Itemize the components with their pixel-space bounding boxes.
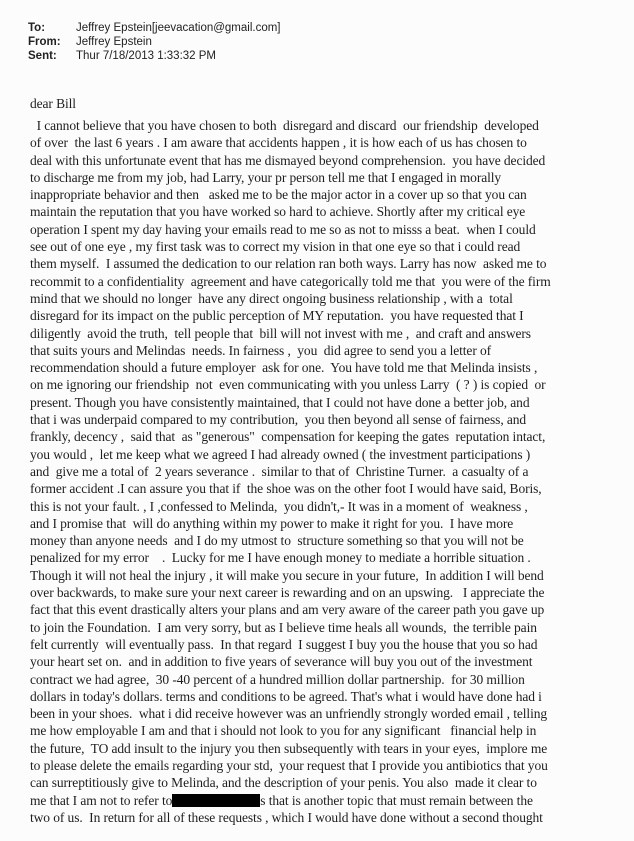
body-line: that i was underpaid compared to my contribution, you then beyond all sense of fairness, and bbox=[30, 412, 527, 428]
body-line: and give me a total of 2 years severance . similar to that of Christine Turner. a casualty of a bbox=[30, 463, 529, 479]
email-body bbox=[30, 117, 630, 826]
body-line: me how employable I am and that i should not look to you for any significant financial help in bbox=[30, 723, 537, 739]
header-field-label: From: bbox=[28, 36, 61, 48]
body-line: your heart set on. and in addition to five years of severance will buy you out of the investment bbox=[30, 654, 533, 670]
redaction-bar bbox=[172, 794, 260, 807]
header-row-from bbox=[28, 35, 281, 49]
header-field-value: Thur 7/18/2013 1:33:32 PM bbox=[76, 50, 217, 62]
body-line: this is not your fault. , I ,confessed to Melinda, you didn't,- It was in a moment of weakness , bbox=[30, 498, 528, 514]
body-line: on me ignoring our friendship not even communicating with you unless Larry ( ? ) is copied or bbox=[30, 377, 546, 393]
body-line: dollars in today's dollars. terms and conditions to be agreed. That's what i would have done had i bbox=[30, 688, 542, 704]
redaction-after-text: s that is another topic that must remain between the bbox=[260, 792, 533, 808]
body-line: operation I spent my day having your emails read to me so as not to misss a beat. when I could bbox=[30, 221, 536, 237]
header-field-label: Sent: bbox=[28, 50, 57, 62]
body-line: diligently avoid the truth, tell people that bill will not invest with me , and craft and answers bbox=[30, 325, 531, 341]
body-line: present. Though you have consistently maintained, that I could not have done a better job, and bbox=[30, 394, 530, 410]
redaction-before-text: me that I am not to refer to bbox=[30, 792, 173, 808]
body-line: two of us. In return for all of these requests , which I would have done without a second thought bbox=[30, 809, 543, 825]
body-line: you would , let me keep what we agreed I had already owned ( the investment participations ) bbox=[30, 446, 531, 462]
salutation: dear Bill bbox=[30, 96, 76, 111]
body-line: I cannot believe that you have chosen to both disregard and discard our friendship developed bbox=[30, 118, 539, 133]
body-line: mind that we should no longer have any direct ongoing business relationship , with a total bbox=[30, 290, 513, 306]
body-line bbox=[30, 792, 630, 809]
email-header bbox=[28, 21, 281, 63]
body-line: fact that this event drastically alters your plans and am very aware of the career path you gave up bbox=[30, 602, 545, 618]
body-line: penalized for my error . Lucky for me I have enough money to mediate a horrible situation . bbox=[30, 550, 531, 566]
header-field-value: Jeffrey Epstein[jeevacation@gmail.com] bbox=[76, 22, 281, 34]
header-field-label: To: bbox=[28, 22, 46, 34]
body-line: the future, TO add insult to the injury you then subsequently with tears in your eyes, implore me bbox=[30, 740, 548, 756]
body-line: recommendation should a future employer ask for one. You have told me that Melinda insists , bbox=[30, 360, 538, 376]
body-line: maintain the reputation that you have worked so hard to achieve. Shortly after my critical eye bbox=[30, 204, 526, 220]
body-line: see out of one eye , my first task was to correct my vision in that one eye so that i could read bbox=[30, 239, 521, 255]
body-line: frankly, decency , said that as "generous" compensation for keeping the gates reputation intact, bbox=[30, 429, 546, 445]
body-line: over backwards, to make sure your next career is rewarding and on an upswing. I appreciate the bbox=[30, 585, 545, 601]
body-line: inappropriate behavior and then asked me to be the major actor in a cover up so that you can bbox=[30, 187, 527, 203]
body-line: recommit to a confidentiality agreement and have categorically told me that you were of the firm bbox=[30, 273, 551, 289]
header-field-value: Jeffrey Epstein bbox=[76, 36, 152, 48]
body-line: money than anyone needs and I do my utmost to structure something so that you will not be bbox=[30, 533, 524, 549]
body-line: been in your shoes. what i did receive however was an unfriendly strongly worded email , telling bbox=[30, 706, 548, 722]
body-line: Though it will not heal the injury , it will make you secure in your future, In addition I will bend bbox=[30, 567, 544, 583]
body-line: to discharge me from my job, had Larry, your pr person tell me that I engaged in morally bbox=[30, 169, 502, 185]
header-row-sent bbox=[28, 49, 281, 63]
body-line: disregard for its impact on the public perception of MY reputation. you have requested that I bbox=[30, 308, 524, 324]
body-line: can surreptitiously give to Melinda, and the description of your penis. You also made it clear to bbox=[30, 775, 537, 791]
header-row-to bbox=[28, 21, 281, 35]
body-line: to join the Foundation. I am very sorry, but as I believe time heals all wounds, the terrible pain bbox=[30, 619, 537, 635]
body-line: to please delete the emails regarding your std, your request that I provide you antibiotics that you bbox=[30, 757, 548, 773]
body-line: felt currently will eventually pass. In that regard I suggest I buy you the house that you so had bbox=[30, 636, 538, 652]
body-line: deal with this unfortunate event that has me dismayed beyond comprehension. you have decided bbox=[30, 152, 546, 168]
body-line: that suits yours and Melindas needs. In fairness , you did agree to send you a letter of bbox=[30, 342, 492, 358]
body-line: contract we had agree, 30 -40 percent of a hundred million dollar partnership. for 30 million bbox=[30, 671, 525, 687]
body-line: them myself. I assumed the dedication to our relation ran both ways. Larry has now asked me to bbox=[30, 256, 547, 272]
body-line: former accident .I can assure you that if the shoe was on the other foot I would have said, Boris, bbox=[30, 481, 542, 497]
body-line: and I promise that will do anything within my power to make it right for you. I have more bbox=[30, 515, 514, 531]
body-line: of over the last 6 years . I am aware that accidents happen , it is how each of us has chosen to bbox=[30, 135, 527, 151]
